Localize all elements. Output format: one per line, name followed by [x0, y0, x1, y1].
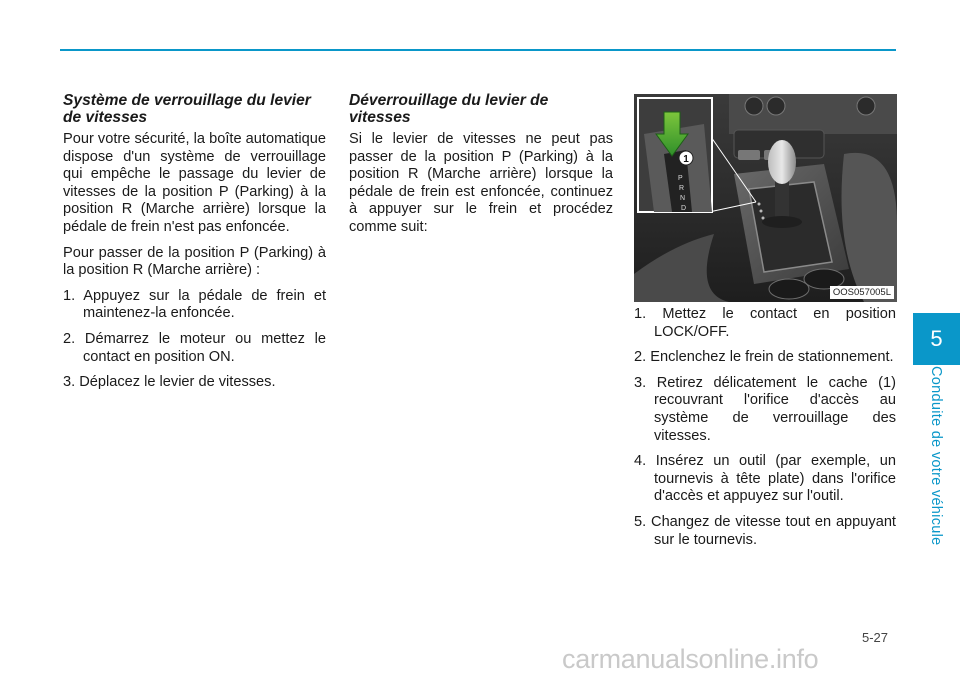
gear-letter: D — [681, 205, 687, 212]
paragraph: Si le levier de vitesses ne peut pas passer de la position P (Parking) à la position R (Marche arrière) lorsque la pédale de frein est enfoncée, continuez à appuyer sur le frein et procédez comme suit: — [349, 131, 613, 235]
step-item: 1. Mettez le contact en position LOCK/OFF. — [634, 306, 896, 340]
gear-letter: R — [679, 185, 685, 192]
paragraph: Pour votre sécurité, la boîte automatique dispose d'un système de verrouillage qui empêche le passage du levier de vitesses de la position P (Parking) à la position R (Marche arrière) lorsque la pédale de frein n'est pas enfoncée. — [63, 131, 326, 235]
step-list — [634, 306, 896, 549]
step-list — [63, 288, 326, 392]
section-shift-lock-system — [63, 92, 326, 400]
step-item: 2. Démarrez le moteur ou mettez le contact en position ON. — [63, 330, 326, 365]
section-title: Système de verrouillage du levier de vitesses — [63, 92, 311, 126]
step-item: 2. Enclenchez le frein de stationnement. — [634, 349, 894, 366]
gear-letter: P — [678, 175, 683, 182]
step-item: 3. Retirez délicatement le cache (1) recouvrant l'orifice d'accès au système de verrouillage des vitesses. — [634, 374, 896, 444]
chapter-title: Conduite de votre véhicule — [928, 366, 944, 546]
figure-code: OOS057005L — [830, 286, 894, 299]
header-rule — [60, 49, 896, 51]
release-steps — [634, 306, 896, 557]
shift-console-illustration — [634, 94, 897, 302]
chapter-tab: 5 — [913, 313, 960, 365]
paragraph: Pour passer de la position P (Parking) à la position R (Marche arrière) : — [63, 244, 326, 279]
step-item: 1. Appuyez sur la pédale de frein et maintenez-la enfoncée. — [63, 287, 326, 322]
section-title: Déverrouillage du levier de vitesses — [349, 92, 549, 126]
step-item: 3. Déplacez le levier de vitesses. — [63, 374, 276, 391]
step-item: 5. Changez de vitesse tout en appuyant sur le tournevis. — [634, 513, 896, 548]
callout-number: 1 — [683, 154, 689, 165]
watermark: carmanualsonline.info — [562, 644, 819, 674]
gear-letter: N — [680, 195, 686, 202]
shift-lever-figure — [634, 94, 897, 302]
step-item: 4. Insérez un outil (par exemple, un tournevis à tête plate) dans l'orifice d'accès et appuyez sur l'outil. — [634, 453, 896, 505]
section-shift-lock-release — [349, 92, 613, 245]
page-number: 5-27 — [862, 630, 889, 645]
